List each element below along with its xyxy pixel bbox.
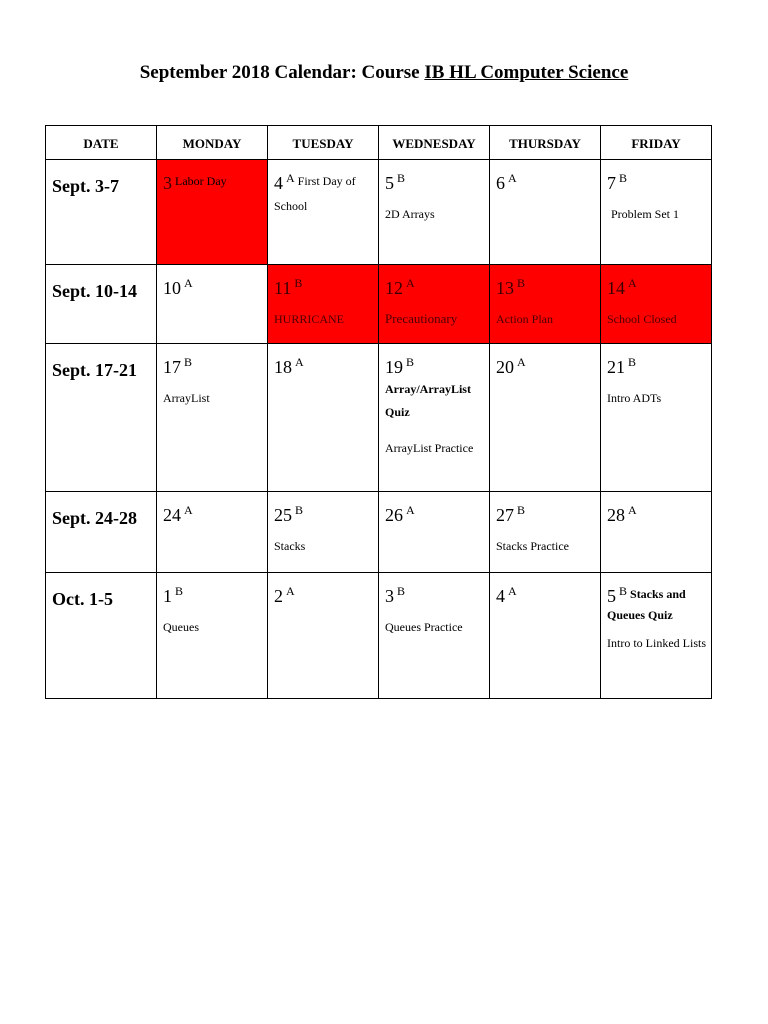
day-number: 3 — [385, 586, 394, 606]
day-cell — [157, 573, 268, 699]
day-number: 19 — [385, 357, 403, 377]
day-note: Action Plan — [496, 312, 553, 326]
week-row — [46, 265, 712, 344]
day-letter: A — [295, 355, 304, 369]
day-letter: A — [508, 584, 517, 598]
day-number: 17 — [163, 357, 181, 377]
day-letter: A — [517, 355, 526, 369]
week-label: Sept. 17-21 — [46, 344, 157, 492]
week-row — [46, 492, 712, 573]
day-letter: B — [628, 355, 637, 369]
day-letter: A — [184, 503, 193, 517]
day-letter: A — [508, 171, 517, 185]
day-number: 4 — [496, 586, 505, 606]
day-letter: B — [397, 171, 406, 185]
day-note: Intro to Linked Lists — [607, 636, 706, 650]
header-thursday: THURSDAY — [490, 126, 601, 160]
day-cell — [601, 344, 712, 492]
day-letter: B — [397, 584, 406, 598]
header-row — [46, 126, 712, 160]
day-letter: B — [517, 276, 526, 290]
day-note: Queues — [163, 620, 199, 634]
day-number: 7 — [607, 173, 616, 193]
day-number: 20 — [496, 357, 514, 377]
day-note: First Day of — [297, 174, 356, 188]
day-letter: A — [286, 171, 295, 185]
quiz-note: Array/ArrayList Quiz — [385, 382, 471, 419]
day-number: 28 — [607, 505, 625, 525]
day-number: 6 — [496, 173, 505, 193]
day-note: Precautionary — [385, 311, 458, 326]
day-letter: B — [406, 355, 415, 369]
day-cell — [157, 160, 268, 265]
day-cell — [490, 160, 601, 265]
day-cell — [379, 265, 490, 344]
day-note: School — [274, 199, 308, 213]
day-cell — [379, 344, 490, 492]
day-cell — [268, 344, 379, 492]
day-cell — [490, 573, 601, 699]
day-letter: B — [619, 584, 628, 598]
week-label: Sept. 10-14 — [46, 265, 157, 344]
day-letter: A — [406, 276, 415, 290]
header-date: DATE — [46, 126, 157, 160]
day-letter: B — [619, 171, 628, 185]
day-number: 3 — [163, 173, 172, 193]
day-cell — [157, 265, 268, 344]
day-number: 5 — [607, 586, 616, 606]
week-row — [46, 160, 712, 265]
day-cell — [379, 573, 490, 699]
header-wednesday: WEDNESDAY — [379, 126, 490, 160]
day-note: ArrayList Practice — [385, 441, 474, 455]
day-letter: B — [184, 355, 193, 369]
day-note: Problem Set 1 — [611, 207, 679, 221]
week-label: Sept. 24-28 — [46, 492, 157, 573]
day-cell — [490, 265, 601, 344]
day-note: Labor Day — [175, 174, 227, 188]
day-cell — [268, 160, 379, 265]
day-cell — [490, 492, 601, 573]
week-label: Oct. 1-5 — [46, 573, 157, 699]
header-friday: FRIDAY — [601, 126, 712, 160]
day-number: 4 — [274, 173, 283, 193]
header-monday: MONDAY — [157, 126, 268, 160]
day-note: School Closed — [607, 312, 677, 326]
day-note: Stacks — [274, 539, 306, 553]
day-cell — [379, 160, 490, 265]
day-cell — [268, 492, 379, 573]
calendar-table — [45, 125, 712, 699]
day-cell — [157, 344, 268, 492]
day-number: 27 — [496, 505, 514, 525]
day-number: 24 — [163, 505, 181, 525]
day-letter: B — [175, 584, 184, 598]
day-number: 26 — [385, 505, 403, 525]
day-note: HURRICANE — [274, 312, 345, 326]
day-number: 2 — [274, 586, 283, 606]
day-number: 18 — [274, 357, 292, 377]
day-cell — [601, 573, 712, 699]
day-cell — [268, 573, 379, 699]
day-note: ArrayList — [163, 391, 210, 405]
day-number: 14 — [607, 278, 625, 298]
day-letter: B — [517, 503, 526, 517]
day-cell — [379, 492, 490, 573]
day-number: 11 — [274, 278, 292, 298]
day-letter: B — [295, 503, 304, 517]
week-row — [46, 344, 712, 492]
day-number: 25 — [274, 505, 292, 525]
day-number: 5 — [385, 173, 394, 193]
day-letter: A — [628, 276, 637, 290]
day-letter: A — [184, 276, 193, 290]
day-number: 21 — [607, 357, 625, 377]
day-cell — [601, 160, 712, 265]
day-note: Intro ADTs — [607, 391, 662, 405]
day-letter: B — [294, 276, 303, 290]
day-cell — [157, 492, 268, 573]
week-label: Sept. 3-7 — [46, 160, 157, 265]
quiz-note: Stacks and Queues Quiz — [607, 587, 686, 622]
day-cell — [490, 344, 601, 492]
day-number: 13 — [496, 278, 514, 298]
week-row — [46, 573, 712, 699]
day-number: 1 — [163, 586, 172, 606]
day-letter: A — [406, 503, 415, 517]
day-number: 12 — [385, 278, 403, 298]
header-tuesday: TUESDAY — [268, 126, 379, 160]
course-name: IB HL Computer Science — [424, 62, 629, 83]
day-cell — [601, 265, 712, 344]
title-prefix: September 2018 Calendar: Course — [139, 62, 425, 83]
day-letter: A — [628, 503, 637, 517]
day-note: 2D Arrays — [385, 207, 435, 221]
day-note: Queues Practice — [385, 620, 463, 634]
day-cell — [601, 492, 712, 573]
day-letter: A — [286, 584, 295, 598]
day-note: Stacks Practice — [496, 539, 569, 553]
page-title — [0, 62, 768, 84]
day-number: 10 — [163, 278, 181, 298]
day-cell — [268, 265, 379, 344]
